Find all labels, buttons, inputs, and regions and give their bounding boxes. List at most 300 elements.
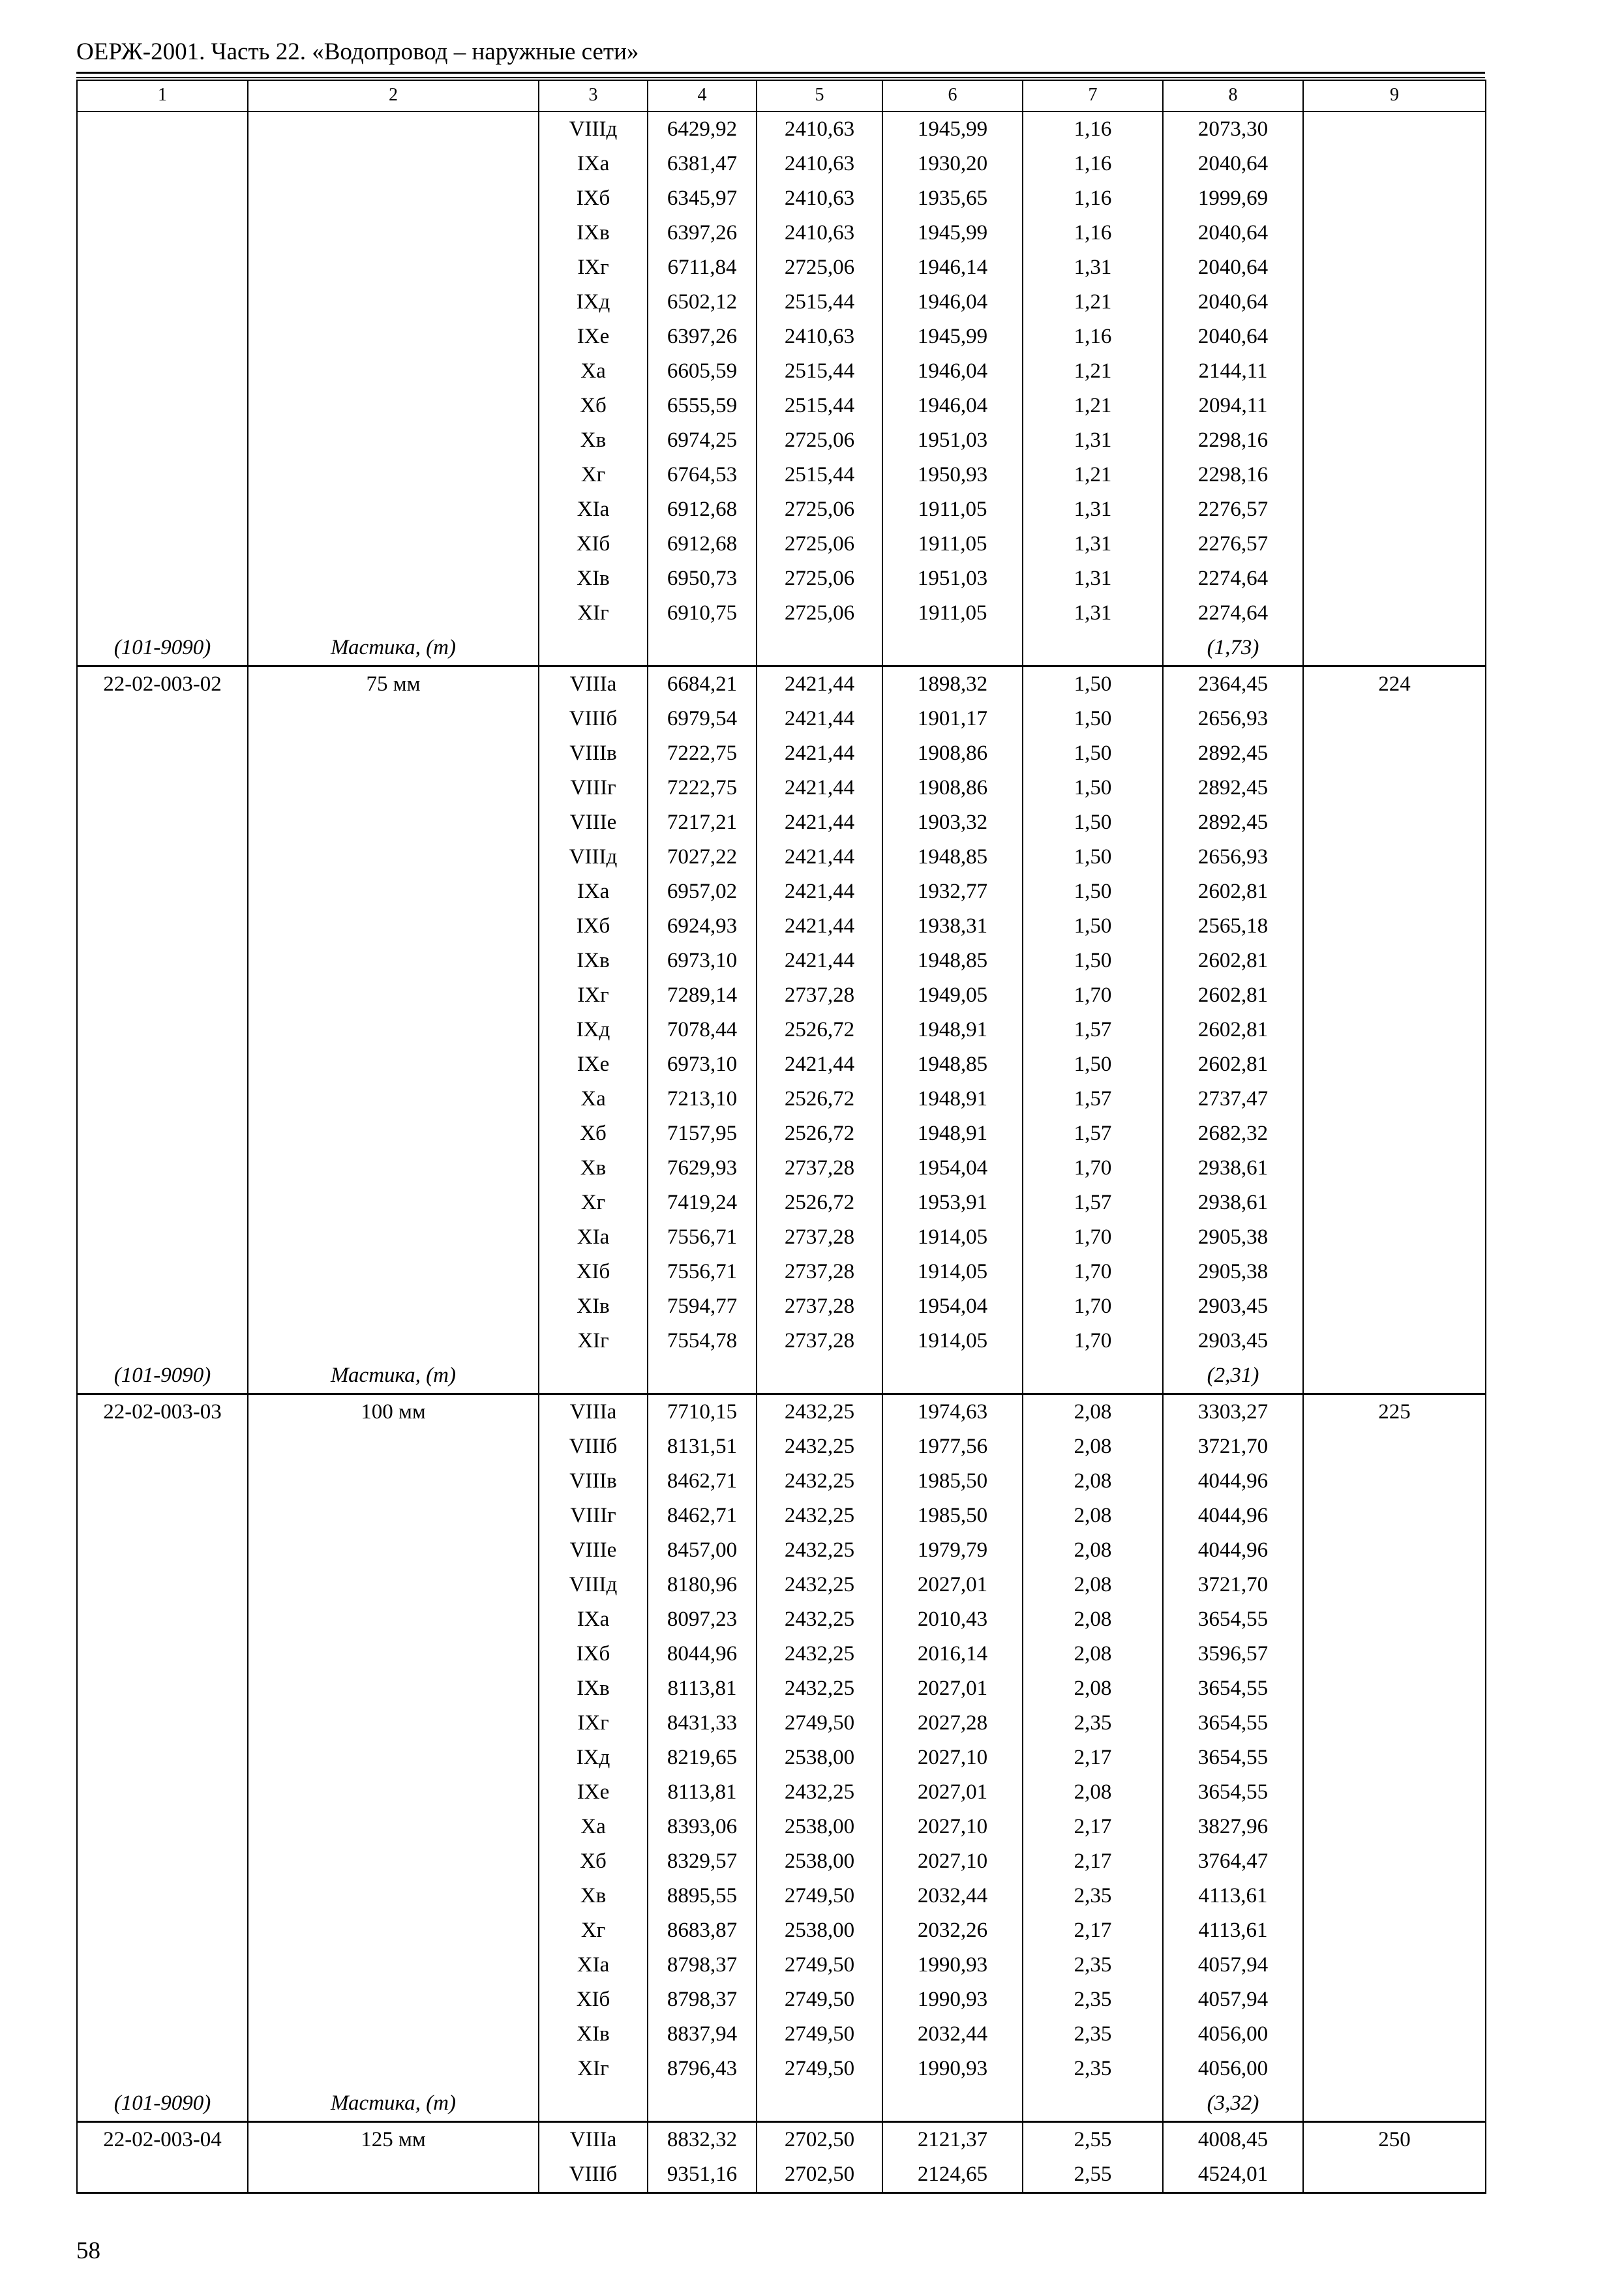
- empty-cell: [248, 561, 539, 596]
- cell-col-6: 2027,28: [882, 1706, 1023, 1741]
- cell-col-5: 2421,44: [757, 771, 882, 805]
- cell-col-8: 2892,45: [1163, 805, 1303, 840]
- price-table: [76, 80, 1486, 2194]
- empty-cell: [77, 1844, 248, 1879]
- empty-cell: [248, 1186, 539, 1220]
- cell-col-8: 3764,47: [1163, 1844, 1303, 1879]
- cell-col-6: 1935,65: [882, 181, 1023, 216]
- cell-col-6: 1948,85: [882, 1047, 1023, 1082]
- cell-col-3: Xв: [539, 1151, 648, 1186]
- item-code: 22-02-003-04: [77, 2122, 248, 2158]
- cell-col-6: 1908,86: [882, 736, 1023, 771]
- item-ref: 250: [1303, 2122, 1486, 2158]
- empty-cell: [77, 702, 248, 736]
- cell-col-8: 2040,64: [1163, 320, 1303, 354]
- table-body: [77, 80, 1486, 2193]
- cell-col-4: 6397,26: [648, 320, 757, 354]
- empty-cell: [248, 1047, 539, 1082]
- table-row: [77, 423, 1486, 458]
- table-row: [77, 285, 1486, 320]
- empty-cell: [248, 771, 539, 805]
- column-header: 3: [539, 80, 648, 112]
- empty-cell: [77, 1082, 248, 1116]
- empty-cell: [1303, 458, 1486, 492]
- cell-col-4: 8329,57: [648, 1844, 757, 1879]
- empty-cell: [648, 631, 757, 666]
- cell-col-4: 8113,81: [648, 1775, 757, 1810]
- empty-cell: [77, 492, 248, 527]
- empty-cell: [248, 1464, 539, 1499]
- empty-cell: [1023, 631, 1163, 666]
- cell-col-8: 2905,38: [1163, 1220, 1303, 1255]
- cell-col-3: IXг: [539, 250, 648, 285]
- cell-col-8: 4057,94: [1163, 1982, 1303, 2017]
- empty-cell: [77, 944, 248, 978]
- cell-col-8: 2602,81: [1163, 875, 1303, 909]
- cell-col-5: 2737,28: [757, 1255, 882, 1289]
- empty-cell: [77, 1706, 248, 1741]
- cell-col-5: 2421,44: [757, 944, 882, 978]
- cell-col-7: 2,08: [1023, 1602, 1163, 1637]
- cell-col-6: 1974,63: [882, 1394, 1023, 1430]
- empty-cell: [77, 1151, 248, 1186]
- empty-cell: [1303, 527, 1486, 561]
- cell-col-5: 2515,44: [757, 285, 882, 320]
- cell-col-7: 1,70: [1023, 1289, 1163, 1324]
- cell-col-7: 1,21: [1023, 354, 1163, 389]
- table-row: [77, 2052, 1486, 2086]
- cell-col-3: Xб: [539, 1844, 648, 1879]
- cell-col-6: 1948,91: [882, 1082, 1023, 1116]
- cell-col-7: 2,17: [1023, 1810, 1163, 1844]
- empty-cell: [1303, 596, 1486, 631]
- empty-cell: [77, 250, 248, 285]
- cell-col-7: 2,08: [1023, 1464, 1163, 1499]
- cell-col-8: 2073,30: [1163, 112, 1303, 147]
- empty-cell: [882, 631, 1023, 666]
- cell-col-6: 2032,44: [882, 1879, 1023, 1913]
- empty-cell: [77, 1533, 248, 1568]
- empty-cell: [77, 285, 248, 320]
- empty-cell: [77, 840, 248, 875]
- empty-cell: [77, 1047, 248, 1082]
- cell-col-5: 2432,25: [757, 1637, 882, 1671]
- empty-cell: [248, 1844, 539, 1879]
- empty-cell: [248, 805, 539, 840]
- cell-col-6: 1948,85: [882, 840, 1023, 875]
- empty-cell: [248, 1220, 539, 1255]
- cell-col-6: 1949,05: [882, 978, 1023, 1013]
- cell-col-4: 8113,81: [648, 1671, 757, 1706]
- table-row: [77, 1151, 1486, 1186]
- empty-cell: [248, 1948, 539, 1982]
- cell-col-5: 2421,44: [757, 666, 882, 702]
- empty-cell: [248, 944, 539, 978]
- cell-col-3: Xв: [539, 423, 648, 458]
- column-header: 1: [77, 80, 248, 112]
- table-row: [77, 666, 1486, 702]
- cell-col-6: 2032,26: [882, 1913, 1023, 1948]
- cell-col-4: 6429,92: [648, 112, 757, 147]
- empty-cell: [1303, 1671, 1486, 1706]
- empty-cell: [1303, 492, 1486, 527]
- cell-col-6: 2032,44: [882, 2017, 1023, 2052]
- cell-col-4: 7710,15: [648, 1394, 757, 1430]
- cell-col-3: XIв: [539, 2017, 648, 2052]
- cell-col-5: 2749,50: [757, 2052, 882, 2086]
- empty-cell: [248, 285, 539, 320]
- cell-col-7: 1,21: [1023, 389, 1163, 423]
- empty-cell: [1303, 1082, 1486, 1116]
- empty-cell: [1303, 320, 1486, 354]
- cell-col-6: 1948,91: [882, 1013, 1023, 1047]
- cell-col-7: 2,35: [1023, 1706, 1163, 1741]
- cell-col-3: IXа: [539, 1602, 648, 1637]
- column-header: 4: [648, 80, 757, 112]
- cell-col-5: 2737,28: [757, 978, 882, 1013]
- cell-col-8: 2682,32: [1163, 1116, 1303, 1151]
- empty-cell: [248, 702, 539, 736]
- empty-cell: [248, 1706, 539, 1741]
- cell-col-5: 2725,06: [757, 561, 882, 596]
- empty-cell: [77, 805, 248, 840]
- empty-cell: [1303, 1464, 1486, 1499]
- cell-col-7: 1,31: [1023, 423, 1163, 458]
- cell-col-5: 2749,50: [757, 2017, 882, 2052]
- cell-col-4: 8796,43: [648, 2052, 757, 2086]
- cell-col-8: 2565,18: [1163, 909, 1303, 944]
- empty-cell: [77, 1220, 248, 1255]
- cell-col-7: 1,50: [1023, 875, 1163, 909]
- table-row: [77, 1637, 1486, 1671]
- cell-col-3: VIIIг: [539, 1499, 648, 1533]
- cell-col-6: 2121,37: [882, 2122, 1023, 2158]
- cell-col-4: 6974,25: [648, 423, 757, 458]
- cell-col-4: 8393,06: [648, 1810, 757, 1844]
- cell-col-8: 2905,38: [1163, 1255, 1303, 1289]
- empty-cell: [248, 1289, 539, 1324]
- item-name: 125 мм: [248, 2122, 539, 2158]
- table-row: [77, 1775, 1486, 1810]
- empty-cell: [248, 147, 539, 181]
- cell-col-5: 2432,25: [757, 1394, 882, 1430]
- empty-cell: [77, 458, 248, 492]
- cell-col-3: Xг: [539, 458, 648, 492]
- cell-col-6: 1914,05: [882, 1324, 1023, 1358]
- cell-col-4: 8683,87: [648, 1913, 757, 1948]
- cell-col-7: 1,57: [1023, 1186, 1163, 1220]
- cell-col-5: 2725,06: [757, 423, 882, 458]
- cell-col-4: 8798,37: [648, 1982, 757, 2017]
- empty-cell: [248, 1775, 539, 1810]
- cell-col-7: 1,70: [1023, 1255, 1163, 1289]
- column-header: 8: [1163, 80, 1303, 112]
- cell-col-7: 1,16: [1023, 181, 1163, 216]
- cell-col-8: 4113,61: [1163, 1879, 1303, 1913]
- empty-cell: [77, 1810, 248, 1844]
- table-row: [77, 944, 1486, 978]
- cell-col-3: IXб: [539, 1637, 648, 1671]
- empty-cell: [77, 1499, 248, 1533]
- cell-col-3: VIIIд: [539, 112, 648, 147]
- cell-col-4: 7157,95: [648, 1116, 757, 1151]
- empty-cell: [77, 1289, 248, 1324]
- material-value: (1,73): [1163, 631, 1303, 666]
- empty-cell: [1303, 1220, 1486, 1255]
- cell-col-3: XIа: [539, 1220, 648, 1255]
- table-row: [77, 771, 1486, 805]
- cell-col-5: 2526,72: [757, 1082, 882, 1116]
- cell-col-5: 2526,72: [757, 1116, 882, 1151]
- cell-col-5: 2432,25: [757, 1568, 882, 1602]
- cell-col-8: 2040,64: [1163, 250, 1303, 285]
- empty-cell: [77, 1602, 248, 1637]
- table-row: [77, 1289, 1486, 1324]
- table-row: [77, 596, 1486, 631]
- empty-cell: [77, 1948, 248, 1982]
- empty-cell: [1303, 631, 1486, 666]
- cell-col-7: 1,16: [1023, 147, 1163, 181]
- empty-cell: [1303, 1013, 1486, 1047]
- cell-col-7: 1,50: [1023, 736, 1163, 771]
- empty-cell: [1303, 285, 1486, 320]
- cell-col-7: 2,08: [1023, 1533, 1163, 1568]
- empty-cell: [248, 1082, 539, 1116]
- empty-cell: [757, 631, 882, 666]
- header-rule: [76, 77, 1485, 78]
- cell-col-8: 3654,55: [1163, 1602, 1303, 1637]
- cell-col-7: 1,50: [1023, 1047, 1163, 1082]
- cell-col-4: 7556,71: [648, 1255, 757, 1289]
- cell-col-3: Xг: [539, 1186, 648, 1220]
- cell-col-5: 2737,28: [757, 1151, 882, 1186]
- cell-col-3: VIIIв: [539, 736, 648, 771]
- item-ref: 224: [1303, 666, 1486, 702]
- table-row: [77, 1671, 1486, 1706]
- cell-col-8: 2602,81: [1163, 944, 1303, 978]
- empty-cell: [248, 1810, 539, 1844]
- cell-col-8: 2040,64: [1163, 285, 1303, 320]
- cell-col-8: 2276,57: [1163, 527, 1303, 561]
- empty-cell: [248, 527, 539, 561]
- empty-cell: [757, 2086, 882, 2122]
- cell-col-4: 8180,96: [648, 1568, 757, 1602]
- column-header-row: [77, 80, 1486, 112]
- cell-col-5: 2432,25: [757, 1775, 882, 1810]
- empty-cell: [1303, 1186, 1486, 1220]
- item-code: 22-02-003-02: [77, 666, 248, 702]
- empty-cell: [248, 596, 539, 631]
- cell-col-7: 1,50: [1023, 840, 1163, 875]
- empty-cell: [248, 181, 539, 216]
- cell-col-5: 2749,50: [757, 1948, 882, 1982]
- table-row: [77, 840, 1486, 875]
- table-row: [77, 978, 1486, 1013]
- empty-cell: [248, 1637, 539, 1671]
- table-row: [77, 805, 1486, 840]
- cell-col-4: 8798,37: [648, 1948, 757, 1982]
- empty-cell: [248, 1116, 539, 1151]
- table-row: [77, 1741, 1486, 1775]
- table-row: [77, 1013, 1486, 1047]
- cell-col-3: IXе: [539, 320, 648, 354]
- cell-col-6: 1954,04: [882, 1289, 1023, 1324]
- cell-col-4: 6957,02: [648, 875, 757, 909]
- cell-col-5: 2410,63: [757, 320, 882, 354]
- cell-col-6: 2027,10: [882, 1741, 1023, 1775]
- empty-cell: [1303, 2017, 1486, 2052]
- cell-col-7: 2,08: [1023, 1429, 1163, 1464]
- cell-col-3: IXа: [539, 875, 648, 909]
- cell-col-6: 1901,17: [882, 702, 1023, 736]
- cell-col-8: 3654,55: [1163, 1741, 1303, 1775]
- empty-cell: [1303, 909, 1486, 944]
- table-row: [77, 702, 1486, 736]
- cell-col-6: 1990,93: [882, 1948, 1023, 1982]
- cell-col-7: 2,55: [1023, 2157, 1163, 2193]
- cell-col-4: 6397,26: [648, 216, 757, 250]
- empty-cell: [248, 840, 539, 875]
- empty-cell: [1303, 216, 1486, 250]
- cell-col-5: 2702,50: [757, 2122, 882, 2158]
- empty-cell: [882, 1358, 1023, 1394]
- cell-col-4: 8097,23: [648, 1602, 757, 1637]
- cell-col-5: 2526,72: [757, 1013, 882, 1047]
- cell-col-5: 2421,44: [757, 1047, 882, 1082]
- cell-col-3: Xб: [539, 389, 648, 423]
- empty-cell: [1303, 181, 1486, 216]
- cell-col-3: VIIIг: [539, 771, 648, 805]
- table-row: [77, 1429, 1486, 1464]
- material-row: [77, 1358, 1486, 1394]
- empty-cell: [248, 1255, 539, 1289]
- cell-col-4: 7027,22: [648, 840, 757, 875]
- cell-col-4: 8462,71: [648, 1464, 757, 1499]
- item-ref: 225: [1303, 1394, 1486, 1430]
- cell-col-3: IXв: [539, 216, 648, 250]
- cell-col-6: 1911,05: [882, 596, 1023, 631]
- cell-col-5: 2432,25: [757, 1671, 882, 1706]
- cell-col-4: 6979,54: [648, 702, 757, 736]
- cell-col-6: 1946,04: [882, 354, 1023, 389]
- empty-cell: [77, 216, 248, 250]
- empty-cell: [248, 1671, 539, 1706]
- cell-col-8: 2737,47: [1163, 1082, 1303, 1116]
- item-code: 22-02-003-03: [77, 1394, 248, 1430]
- table-row: [77, 1810, 1486, 1844]
- empty-cell: [77, 1116, 248, 1151]
- cell-col-4: 6950,73: [648, 561, 757, 596]
- cell-col-3: Xб: [539, 1116, 648, 1151]
- empty-cell: [248, 2157, 539, 2193]
- cell-col-5: 2749,50: [757, 1879, 882, 1913]
- cell-col-8: 1999,69: [1163, 181, 1303, 216]
- cell-col-6: 1948,91: [882, 1116, 1023, 1151]
- cell-col-4: 6345,97: [648, 181, 757, 216]
- cell-col-7: 1,50: [1023, 805, 1163, 840]
- cell-col-5: 2432,25: [757, 1602, 882, 1637]
- empty-cell: [77, 1982, 248, 2017]
- cell-col-4: 7078,44: [648, 1013, 757, 1047]
- cell-col-5: 2526,72: [757, 1186, 882, 1220]
- empty-cell: [539, 1358, 648, 1394]
- empty-cell: [1303, 1741, 1486, 1775]
- cell-col-3: XIг: [539, 2052, 648, 2086]
- cell-col-8: 2602,81: [1163, 1047, 1303, 1082]
- cell-col-7: 1,31: [1023, 250, 1163, 285]
- material-name: Мастика, (т): [248, 1358, 539, 1394]
- cell-col-6: 2016,14: [882, 1637, 1023, 1671]
- cell-col-5: 2737,28: [757, 1289, 882, 1324]
- empty-cell: [1303, 2157, 1486, 2193]
- table-row: [77, 561, 1486, 596]
- empty-cell: [248, 2052, 539, 2086]
- empty-cell: [1303, 1602, 1486, 1637]
- empty-cell: [1303, 1844, 1486, 1879]
- cell-col-8: 4044,96: [1163, 1464, 1303, 1499]
- cell-col-7: 1,50: [1023, 666, 1163, 702]
- cell-col-8: 4056,00: [1163, 2052, 1303, 2086]
- cell-col-5: 2725,06: [757, 492, 882, 527]
- cell-col-7: 1,70: [1023, 1324, 1163, 1358]
- table-row: [77, 1047, 1486, 1082]
- cell-col-3: IXв: [539, 944, 648, 978]
- cell-col-3: VIIIа: [539, 666, 648, 702]
- empty-cell: [1303, 1255, 1486, 1289]
- cell-col-7: 1,70: [1023, 1151, 1163, 1186]
- cell-col-6: 1985,50: [882, 1464, 1023, 1499]
- empty-cell: [248, 1568, 539, 1602]
- cell-col-7: 1,31: [1023, 492, 1163, 527]
- empty-cell: [248, 250, 539, 285]
- empty-cell: [248, 1324, 539, 1358]
- material-row: [77, 631, 1486, 666]
- cell-col-5: 2725,06: [757, 596, 882, 631]
- cell-col-6: 1948,85: [882, 944, 1023, 978]
- empty-cell: [248, 875, 539, 909]
- cell-col-3: IXд: [539, 1741, 648, 1775]
- empty-cell: [77, 771, 248, 805]
- table-row: [77, 1568, 1486, 1602]
- cell-col-5: 2515,44: [757, 354, 882, 389]
- cell-col-5: 2749,50: [757, 1706, 882, 1741]
- cell-col-8: 2298,16: [1163, 423, 1303, 458]
- cell-col-7: 2,08: [1023, 1499, 1163, 1533]
- empty-cell: [248, 736, 539, 771]
- empty-cell: [1023, 2086, 1163, 2122]
- cell-col-7: 1,31: [1023, 596, 1163, 631]
- empty-cell: [248, 1879, 539, 1913]
- empty-cell: [248, 458, 539, 492]
- cell-col-7: 1,50: [1023, 909, 1163, 944]
- cell-col-4: 7554,78: [648, 1324, 757, 1358]
- cell-col-6: 1954,04: [882, 1151, 1023, 1186]
- cell-col-7: 2,08: [1023, 1394, 1163, 1430]
- cell-col-8: 2892,45: [1163, 736, 1303, 771]
- table-row: [77, 250, 1486, 285]
- empty-cell: [1023, 1358, 1163, 1394]
- cell-col-3: IXг: [539, 1706, 648, 1741]
- table-row: [77, 1255, 1486, 1289]
- empty-cell: [757, 1358, 882, 1394]
- table-row: [77, 875, 1486, 909]
- column-header: 5: [757, 80, 882, 112]
- cell-col-3: VIIIд: [539, 1568, 648, 1602]
- cell-col-8: 2276,57: [1163, 492, 1303, 527]
- table-row: [77, 320, 1486, 354]
- cell-col-8: 2656,93: [1163, 702, 1303, 736]
- cell-col-7: 2,35: [1023, 1948, 1163, 1982]
